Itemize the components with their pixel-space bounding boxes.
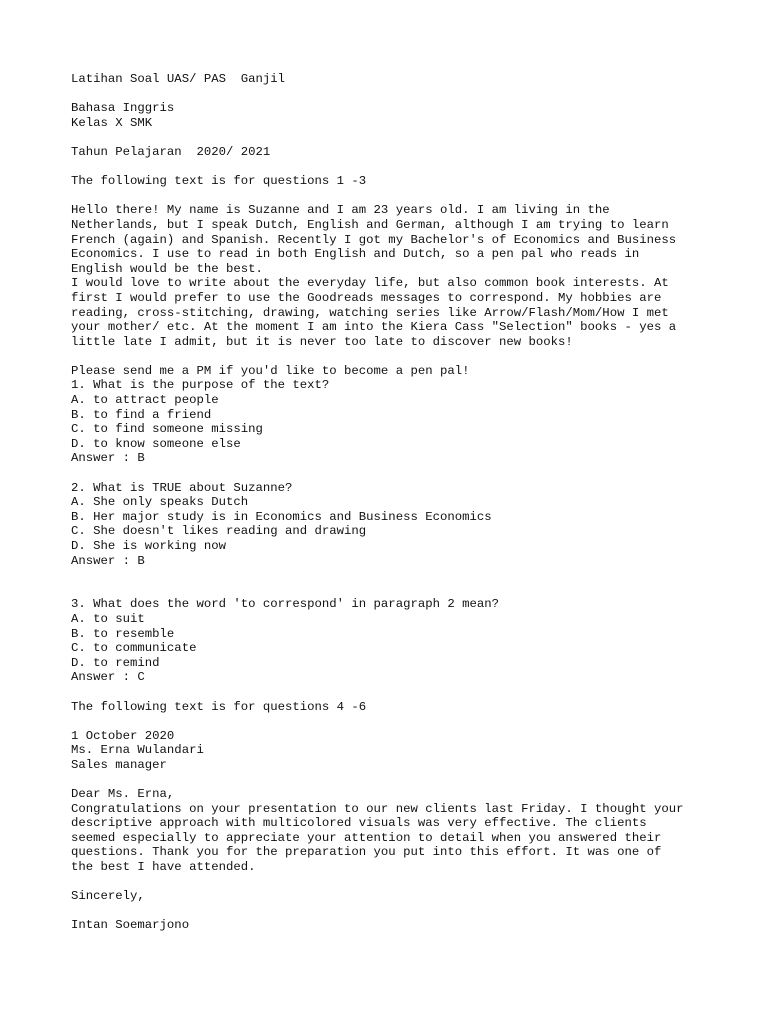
option-b: B. to resemble (71, 626, 175, 641)
section1-intro: The following text is for questions 1 -3 (71, 174, 367, 189)
letter-date: 1 October 2020 (71, 728, 175, 743)
option-c: C. She doesn't likes reading and drawing (71, 524, 367, 539)
spacer (71, 773, 751, 788)
option-b: B. to find a friend (71, 407, 212, 422)
passage-line: English would be the best. (71, 261, 263, 276)
document-body (71, 72, 751, 933)
question-text: 3. What does the word 'to correspond' in paragraph 2 mean? (71, 597, 500, 612)
subject-line: Bahasa Inggris (71, 101, 175, 116)
option-d: D. to know someone else (71, 436, 241, 451)
spacer (71, 349, 751, 364)
spacer (71, 130, 751, 145)
option-a: A. She only speaks Dutch (71, 495, 249, 510)
passage-1 (71, 203, 751, 349)
option-d: D. to remind (71, 655, 160, 670)
passage-closing: Please send me a PM if you'd like to become a pen pal! (71, 363, 470, 378)
letter-body-line: the best I have attended. (71, 860, 256, 875)
answer-line: Answer : B (71, 553, 145, 568)
letter-body-line: Congratulations on your presentation to our new clients last Friday. I thought your (71, 801, 684, 816)
option-c: C. to find someone missing (71, 422, 263, 437)
letter-salutation: Dear Ms. Erna, (71, 787, 175, 802)
question-1 (71, 378, 751, 466)
recipient-name: Ms. Erna Wulandari (71, 743, 204, 758)
letter-body-line: descriptive approach with multicolored visuals was very effective. The clients (71, 816, 647, 831)
spacer (71, 714, 751, 729)
recipient-title: Sales manager (71, 757, 167, 772)
passage-line: your mother/ etc. At the moment I am into the Kiera Cass "Selection" books - yes a (71, 320, 677, 335)
option-d: D. She is working now (71, 539, 226, 553)
passage-line: Economics. I use to read in both English and Dutch, so a pen pal who reads in (71, 247, 640, 262)
passage-line: little late I admit, but it is never too late to discover new books! (71, 334, 573, 349)
letter-sign-off: Sincerely, (71, 889, 145, 904)
document-title: Latihan Soal UAS/ PAS Ganjil (71, 72, 286, 86)
option-c: C. to communicate (71, 641, 197, 656)
letter (71, 729, 751, 933)
spacer (71, 466, 751, 481)
spacer (71, 160, 751, 175)
passage-line: first I would prefer to use the Goodreads messages to correspond. My hobbies are (71, 290, 662, 305)
question-2 (71, 481, 751, 569)
question-text: 1. What is the purpose of the text? (71, 378, 330, 393)
spacer (71, 87, 751, 102)
passage-line: Netherlands, but I speak Dutch, English and German, although I am trying to learn (71, 217, 669, 232)
spacer (71, 189, 751, 204)
option-a: A. to attract people (71, 393, 219, 408)
academic-year-line: Tahun Pelajaran 2020/ 2021 (71, 144, 271, 159)
passage-line: Hello there! My name is Suzanne and I am 23 years old. I am living in the (71, 203, 610, 218)
letter-body-line: seemed especially to appreciate your attention to detail when you answered their (71, 830, 662, 845)
signature-name: Intan Soemarjono (71, 918, 190, 933)
option-b: B. Her major study is in Economics and Business Economics (71, 509, 492, 524)
passage-line: reading, cross-stitching, drawing, watching series like Arrow/Flash/Mom/How I met (71, 305, 669, 320)
option-a: A. to suit (71, 611, 145, 626)
answer-line: Answer : B (71, 451, 145, 466)
spacer (71, 583, 751, 598)
answer-line: Answer : C (71, 670, 145, 685)
question-text: 2. What is TRUE about Suzanne? (71, 480, 293, 495)
spacer (71, 875, 751, 890)
section2-intro: The following text is for questions 4 -6 (71, 699, 367, 714)
spacer (71, 685, 751, 700)
spacer (71, 904, 751, 919)
letter-body-line: questions. Thank you for the preparation you put into this effort. It was one of (71, 845, 662, 860)
question-3 (71, 597, 751, 685)
passage-line: French (again) and Spanish. Recently I got my Bachelor's of Economics and Business (71, 232, 677, 247)
passage-line: I would love to write about the everyday life, but also common book interests. At (71, 276, 669, 291)
spacer (71, 568, 751, 583)
class-line: Kelas X SMK (71, 115, 153, 130)
